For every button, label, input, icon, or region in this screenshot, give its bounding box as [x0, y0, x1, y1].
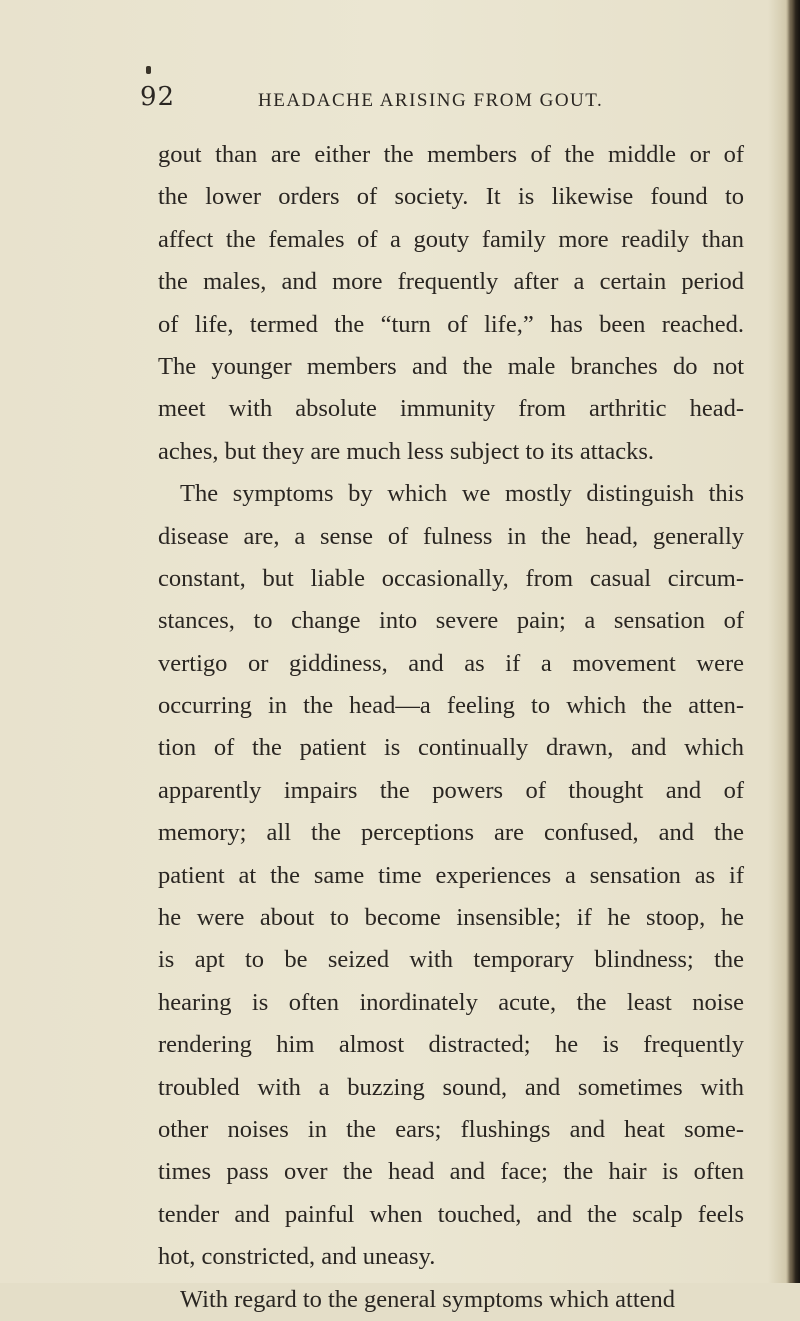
ink-speck [146, 66, 151, 74]
text-line: gout than are either the members of the middle or of [158, 141, 744, 168]
text-line: aches, but they are much less subject to its attacks. [158, 437, 654, 465]
text-line: meet with absolute immunity from arthritic head- [158, 395, 744, 423]
body-text [158, 134, 744, 1321]
text-line: the males, and more frequently after a certain period [158, 268, 744, 296]
text-line: is apt to be seized with temporary blindness; the [158, 946, 744, 974]
text-line: the lower orders of society. It is likewise found to [158, 183, 744, 211]
text-line: apparently impairs the powers of thought and of [158, 776, 744, 804]
text-line: tion of the patient is continually drawn, and which [158, 734, 744, 762]
text-line: hearing is often inordinately acute, the least noise [158, 988, 744, 1016]
text-line: stances, to change into severe pain; a sensation of [158, 607, 744, 635]
paragraph-start-line: With regard to the general symptoms which attend [180, 1285, 676, 1313]
text-line: hot, constricted, and uneasy. [158, 1243, 436, 1271]
running-head: HEADACHE ARISING FROM GOUT. [258, 90, 604, 111]
text-line: tender and painful when touched, and the scalp feels [158, 1200, 744, 1228]
text-line: memory; all the perceptions are confused, and the [158, 819, 744, 847]
page-binding-edge [786, 0, 800, 1283]
text-line: disease are, a sense of fulness in the head, generally [158, 522, 744, 550]
page-number: 92 [140, 82, 176, 112]
paragraph-start-line: The symptoms by which we mostly distinguish this [180, 480, 744, 508]
text-line: he were about to become insensible; if he stoop, he [158, 904, 744, 932]
text-line: of life, termed the “turn of life,” has been reached. [158, 310, 744, 338]
text-line: troubled with a buzzing sound, and sometimes with [158, 1073, 744, 1101]
text-line: affect the females of a gouty family more readily than [158, 225, 744, 253]
text-line: constant, but liable occasionally, from casual circum- [158, 564, 744, 592]
text-line: The younger members and the male branches do not [158, 352, 744, 380]
text-line: occurring in the head—a feeling to which the atten- [158, 692, 744, 720]
text-line: rendering him almost distracted; he is frequently [158, 1031, 744, 1059]
text-line: patient at the same time experiences a sensation as if [158, 861, 744, 889]
text-line: vertigo or giddiness, and as if a movement were [158, 649, 744, 677]
text-line: times pass over the head and face; the hair is often [158, 1158, 744, 1186]
text-line: other noises in the ears; flushings and heat some- [158, 1115, 744, 1143]
page-header [140, 82, 740, 122]
